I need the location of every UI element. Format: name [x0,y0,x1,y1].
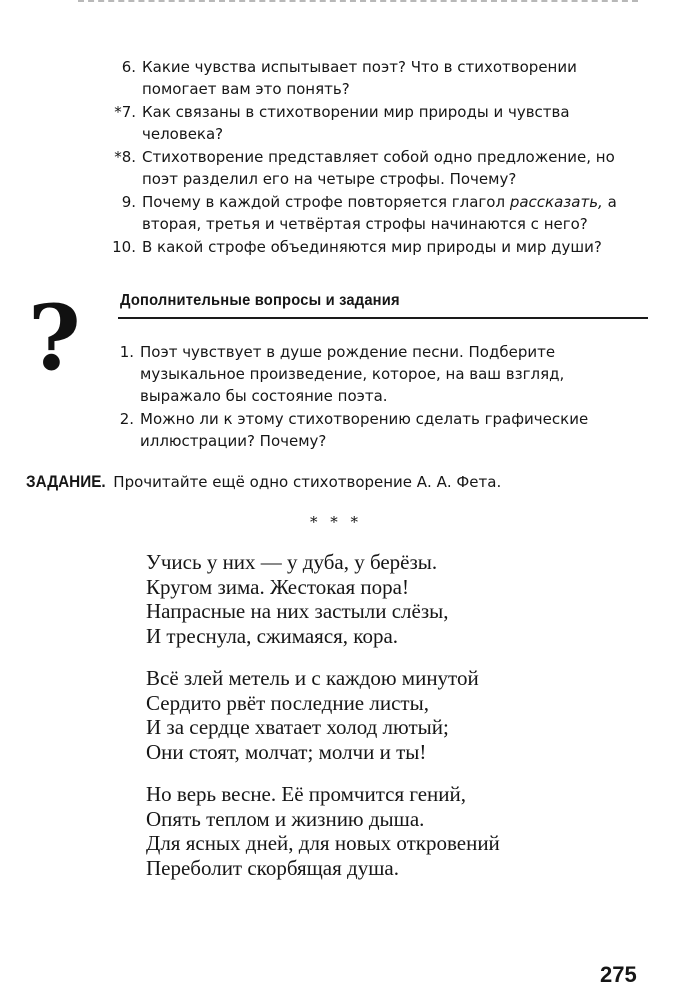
top-divider [78,0,638,2]
question-number: 10. [112,238,136,256]
poem-line: Они стоят, молчат; молчи и ты! [146,739,427,764]
poem-line: Кругом зима. Жестокая пора! [146,574,409,599]
poem-line: Но верь весне. Её промчится гений, [146,782,466,806]
question-item [100,236,670,258]
question-number: 6. [121,58,136,76]
question-number: 2. [119,410,134,428]
question-text: В какой строфе объединяются мир природы и мир души? [142,238,602,256]
question-text: Как связаны в стихотворении мир природы и чувства человека? [142,103,570,143]
question-text-start: Почему в каждой строфе повторяется глагол [142,193,510,211]
poem-line: И треснула, сжимаяся, кора. [146,623,399,648]
extra-questions-list [100,341,660,452]
question-text: Можно ли к этому стихотворению сделать графические иллюстрации? Почему? [140,410,589,450]
page-number: 275 [600,962,637,987]
question-text [142,191,642,235]
poem-stars: * * * [310,513,363,531]
task-label: ЗАДАНИЕ. [26,472,106,491]
extra-question-item [100,341,660,407]
question-mark-icon: ? [28,285,81,391]
question-item [100,56,670,100]
poem-stanza [146,550,500,648]
question-item [100,101,670,145]
poem-line: Напрасные на них застыли слёзы, [146,599,449,623]
poem-stanza [146,782,500,880]
question-text: Поэт чувствует в душе рождение песни. Подберите музыкальное произведение, которое, на ваш взгляд, выражало бы состояние поэта. [140,343,565,405]
poem-stanza [146,666,500,764]
poem-line: Всё злей метель и с каждою минутой [146,666,479,690]
poem-line: Опять теплом и жизнию дыша. [146,806,425,831]
poem [146,550,500,898]
poem-line: И за сердце хватает холод лютый; [146,715,449,739]
poem-line: Для ясных дней, для новых откровений [146,831,500,855]
question-text-end: а вторая, третья и четвёртая строфы начинаются с него? [142,193,617,233]
question-item [100,191,670,235]
question-item [100,146,670,190]
italic-verb: рассказать, [509,193,603,211]
task-line [26,471,501,493]
task-text: Прочитайте ещё одно стихотворение А. А. Фета. [113,473,502,491]
question-number: *8. [114,148,136,166]
question-text: Какие чувства испытывает поэт? Что в стихотворении помогает вам это понять? [142,58,577,98]
questions-list [100,56,670,258]
question-number: *7. [114,103,136,121]
question-text: Стихотворение представляет собой одно предложение, но поэт разделил его на четыре строфы. Почему? [142,148,615,188]
question-number: 9. [121,193,136,211]
extra-question-item [100,408,660,452]
poem-line: Сердито рвёт последние листы, [146,690,429,715]
poem-line: Переболит скорбящая душа. [146,855,399,880]
poem-line: Учись у них — у дуба, у берёзы. [146,550,438,574]
section-heading: Дополнительные вопросы и задания [120,292,400,309]
question-number: 1. [119,343,134,361]
section-underline [118,317,648,319]
